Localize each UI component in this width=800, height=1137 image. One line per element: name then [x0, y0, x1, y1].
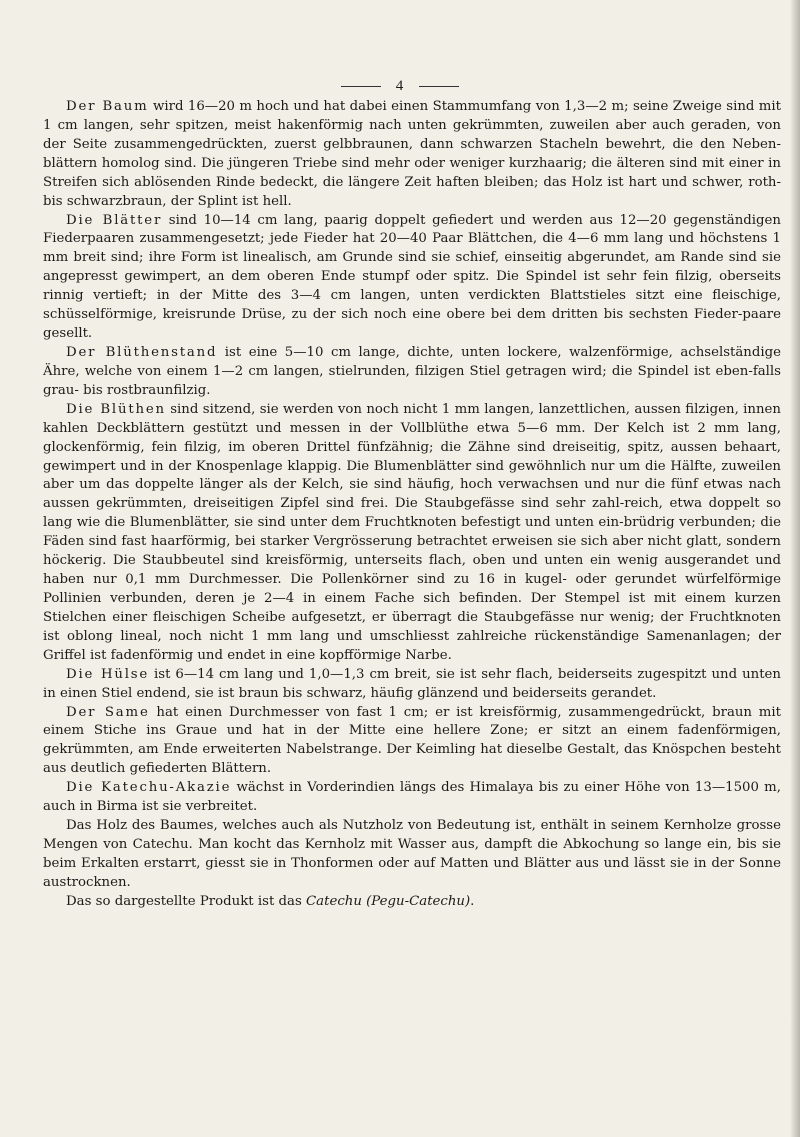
paragraph-text: wächst in Vorderindien längs des Himalaya bis zu einer Höhe von 13—1500 m, auch in Birma ist sie verbreitet. [43, 780, 782, 815]
lead-term: Die Hülse [66, 666, 150, 682]
paragraph-blaetter [43, 212, 781, 344]
paragraph-text: ist eine 5—10 cm lange, dichte, unten lockere, walzenförmige, achselständige Ähre, welche von einem 1—2 cm langen, stielrunden, filzigen Stiel getragen wird; die Spindel ist eben-falls grau- bis rostbraunfilzig. [43, 344, 782, 398]
paragraph-huelse [43, 666, 781, 704]
paragraph-text: ist 6—14 cm lang und 1,0—1,3 cm breit, sie ist sehr flach, beiderseits zugespitzt und unten in einen Stiel endend, sie ist braun bis schwarz, häufig glänzend und beiderseits gerandet. [43, 666, 781, 701]
body-text [43, 98, 781, 912]
paragraph-bluethen [43, 401, 781, 666]
paragraph-text: Das Holz des Baumes, welches auch als Nutzholz von Bedeutung ist, enthält in seinem Kernholze grosse Mengen von Catechu. Man kocht das Kernholz mit Wasser aus, dampft die Abkochung so lange ein, bis sie beim Erkalten erstarrt, giesst sie in Thonformen oder auf Matten und Blätter aus und lässt sie in der Sonne austrocknen. [43, 818, 781, 890]
paragraph-baum [43, 98, 781, 212]
paragraph-produkt [43, 893, 781, 912]
lead-term: Der Same [66, 704, 150, 720]
product-name: Catechu (Pegu-Catechu) [306, 893, 471, 909]
lead-term: Der Blüthenstand [66, 344, 218, 360]
paragraph-text: hat einen Durchmesser von fast 1 cm; er ist kreisförmig, zusammengedrückt, braun mit einem Stiche ins Graue und hat in der Mitte eine hellere Zone; er sitzt an einem fadenförmigen, gekrümmten, am Ende erweiterten Nabelstrange. Der Keimling hat dieselbe Gestalt, das Knöspchen besteht aus deutlich gefiederten Blättern. [43, 704, 782, 777]
lead-term: Die Blüthen [66, 401, 166, 417]
paragraph-text: wird 16—20 m hoch und hat dabei einen Stammumfang von 1,3—2 m; seine Zweige sind mit 1 cm langen, sehr spitzen, meist hakenförmig nach unten gekrümmten, zuweilen aber auch geraden, von der Seite zusammengedrückten, zuerst gelbbraunen, dann schwarzen Stacheln bewehrt, die den Neben-blättern homolog sind. Die jüngeren Triebe sind mehr oder weniger kurzhaarig; die älteren sind mit einer in Streifen sich ablösenden Rinde bedeckt, die längere Zeit haften bleiben; das Holz ist hart und schwer, roth- bis schwarzbraun, der Splint ist hell. [43, 99, 781, 209]
paragraph-text: sind sitzend, sie werden von noch nicht 1 mm langen, lanzettlichen, aussen filzigen, innen kahlen Deckblättern gestützt und messen in der Vollblüthe etwa 5—6 mm. Der Kelch ist 2 mm lang, glockenförmig, fein filzig, im oberen Drittel fünfzähnig; die Zähne sind dreiseitig, spitz, aussen behaart, gewimpert und in der Knospenlage klappig. Die Blumenblätter sind gewöhnlich nur um die Hälfte, zuweilen aber um das doppelte länger als der Kelch, sie sind häufig, hoch verwachsen und nur die fünf etwas nach aussen gekrümmten, dreiseitigen Zipfel sind frei. Die Staubgefässe sind sehr zahl-reich, etwa doppelt so lang wie die Blumenblätter, sie sind unter dem Fruchtknoten befestigt und unten ein-brüdrig verbunden; die Fäden sind fast haarförmig, bei starker Vergrösserung betrachtet erweisen sie sich aber nicht glatt, sondern höckerig. Die Staubbeutel sind kreisförmig, unterseits flach, oben und unten ein wenig ausgerandet und haben nur 0,1 mm Durchmesser. Die Pollenkörner sind zu 16 in kugel- oder gerundet würfelförmige Pollinien verbunden, deren je 2—4 in einem Fache sich befinden. Der Stempel ist mit einem kurzen Stielchen einer fleischigen Scheibe aufgesetzt, er überragt die Staubgefässe nur wenig; der Fruchtknoten ist oblong lineal, noch nicht 1 mm lang und umschliesst zahlreiche rückenständige Samenanlagen; der Griffel ist fadenförmig und endet in eine kopfförmige Narbe. [43, 401, 781, 663]
lead-term: Der Baum [66, 99, 149, 114]
page-edge [790, 0, 800, 1137]
paragraph-holz [43, 817, 781, 893]
page-number [0, 78, 800, 95]
lead-term: Die Blätter [66, 212, 163, 228]
lead-term: Die Katechu-Akazie [66, 780, 232, 796]
paragraph-tail: . [470, 893, 475, 909]
folio-dash-left [341, 86, 381, 87]
page-number-value: 4 [395, 78, 405, 94]
paragraph-same [43, 704, 781, 780]
paragraph-bluethenstand [43, 344, 781, 401]
folio-dash-right [419, 86, 459, 87]
paragraph-text: sind 10—14 cm lang, paarig doppelt gefiedert und werden aus 12—20 gegenständigen Fiederpaaren zusammengesetzt; jede Fieder hat 20—40 Paar Blättchen, die 4—6 mm lang und höchstens 1 mm breit sind; ihre Form ist linealisch, am Grunde sind sie schief, einseitig abgerundet, am Rande sind sie angepresst gewimpert, an dem oberen Ende stumpf oder spitz. Die Spindel ist sehr fein filzig, oberseits rinnig vertieft; in der Mitte des 3—4 cm langen, unten verdickten Blattstieles sitzt eine fleischige, schüsselförmige, kreisrunde Drüse, zu der sich noch eine obere bei dem dritten bis sechsten Fieder-paare gesellt. [43, 212, 781, 342]
paragraph-verbreitung [43, 779, 781, 817]
paragraph-text: Das so dargestellte Produkt ist das [66, 893, 306, 909]
